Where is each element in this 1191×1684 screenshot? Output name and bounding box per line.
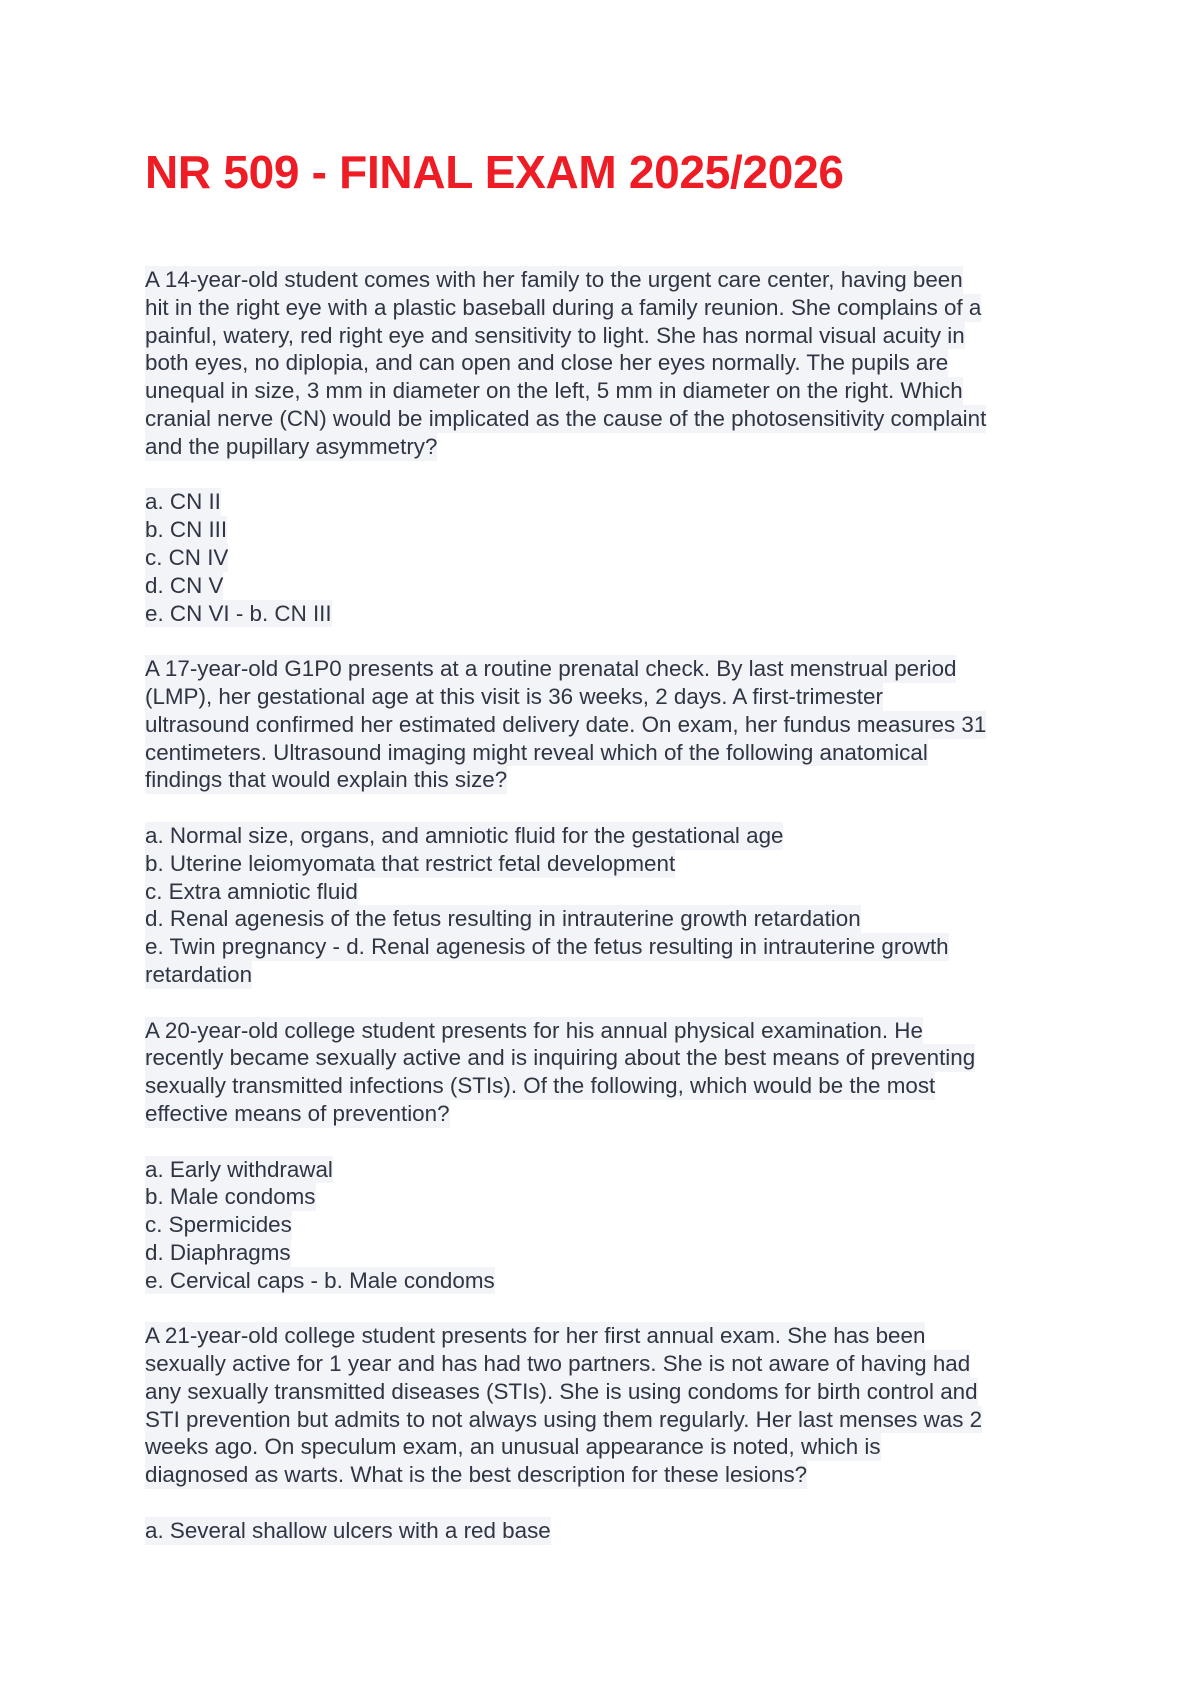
text-line: A 21-year-old college student presents for her first annual exam. She has been xyxy=(145,1323,926,1349)
text-line: ultrasound confirmed her estimated delivery date. On exam, her fundus measures 31 xyxy=(145,711,987,737)
page-title: NR 509 - FINAL EXAM 2025/2026 xyxy=(145,146,844,198)
text-line: recently became sexually active and is inquiring about the best means of preventing xyxy=(145,1045,976,1071)
text-line: findings that would explain this size? xyxy=(145,767,508,793)
text-line: hit in the right eye with a plastic baseball during a family reunion. She complains of a xyxy=(145,294,982,320)
text-line: diagnosed as warts. What is the best description for these lesions? xyxy=(145,1462,808,1488)
option-line: a. Early withdrawal xyxy=(145,1156,333,1182)
text-line: cranial nerve (CN) would be implicated as the cause of the photosensitivity complaint xyxy=(145,405,987,431)
text-line: (LMP), her gestational age at this visit is 36 weeks, 2 days. A first-trimester xyxy=(145,683,883,709)
option-line: d. Renal agenesis of the fetus resulting in intrauterine growth retardation xyxy=(145,906,861,932)
text-line: A 14-year-old student comes with her family to the urgent care center, having been xyxy=(145,267,963,292)
option-line: b. CN III xyxy=(145,517,228,543)
question-4-stem xyxy=(145,1322,1065,1489)
option-line: a. CN II xyxy=(145,489,221,515)
question-2-options xyxy=(145,822,1065,989)
text-line: centimeters. Ultrasound imaging might reveal which of the following anatomical xyxy=(145,739,928,765)
question-3-stem xyxy=(145,1017,1065,1128)
option-line: d. Diaphragms xyxy=(145,1239,291,1265)
text-line: painful, watery, red right eye and sensitivity to light. She has normal visual acuity in xyxy=(145,322,965,348)
text-line: sexually active for 1 year and has had two partners. She is not aware of having had xyxy=(145,1351,971,1377)
question-1-stem xyxy=(145,266,1065,461)
text-line: unequal in size, 3 mm in diameter on the left, 5 mm in diameter on the right. Which xyxy=(145,378,963,404)
text-line: effective means of prevention? xyxy=(145,1100,450,1126)
text-line: A 20-year-old college student presents for his annual physical examination. He xyxy=(145,1017,923,1043)
question-2-stem xyxy=(145,655,1065,794)
option-line: e. Cervical caps - b. Male condoms xyxy=(145,1267,495,1293)
text-line: sexually transmitted infections (STIs). Of the following, which would be the most xyxy=(145,1073,936,1099)
question-1-options xyxy=(145,488,1065,627)
text-line: both eyes, no diplopia, and can open and close her eyes normally. The pupils are xyxy=(145,350,949,376)
text-line: any sexually transmitted diseases (STIs). She is using condoms for birth control and xyxy=(145,1378,978,1404)
text-line: weeks ago. On speculum exam, an unusual appearance is noted, which is xyxy=(145,1434,881,1460)
option-line: b. Male condoms xyxy=(145,1184,316,1210)
option-line: d. CN V xyxy=(145,572,224,598)
text-line: and the pupillary asymmetry? xyxy=(145,433,438,459)
option-line: a. Normal size, organs, and amniotic fluid for the gestational age xyxy=(145,822,784,848)
question-4-options xyxy=(145,1517,1065,1545)
document-page xyxy=(145,146,1065,1572)
option-line: retardation xyxy=(145,961,253,987)
option-line: c. CN IV xyxy=(145,544,229,570)
option-line: b. Uterine leiomyomata that restrict fetal development xyxy=(145,850,676,876)
option-line: e. Twin pregnancy - d. Renal agenesis of the fetus resulting in intrauterine growth xyxy=(145,934,949,960)
option-line: a. Several shallow ulcers with a red base xyxy=(145,1517,551,1543)
question-3-options xyxy=(145,1156,1065,1295)
text-line: A 17-year-old G1P0 presents at a routine prenatal check. By last menstrual period xyxy=(145,656,957,682)
text-line: STI prevention but admits to not always using them regularly. Her last menses was 2 xyxy=(145,1406,983,1432)
option-line: c. Extra amniotic fluid xyxy=(145,878,358,904)
option-line: e. CN VI - b. CN III xyxy=(145,600,332,626)
option-line: c. Spermicides xyxy=(145,1212,292,1238)
